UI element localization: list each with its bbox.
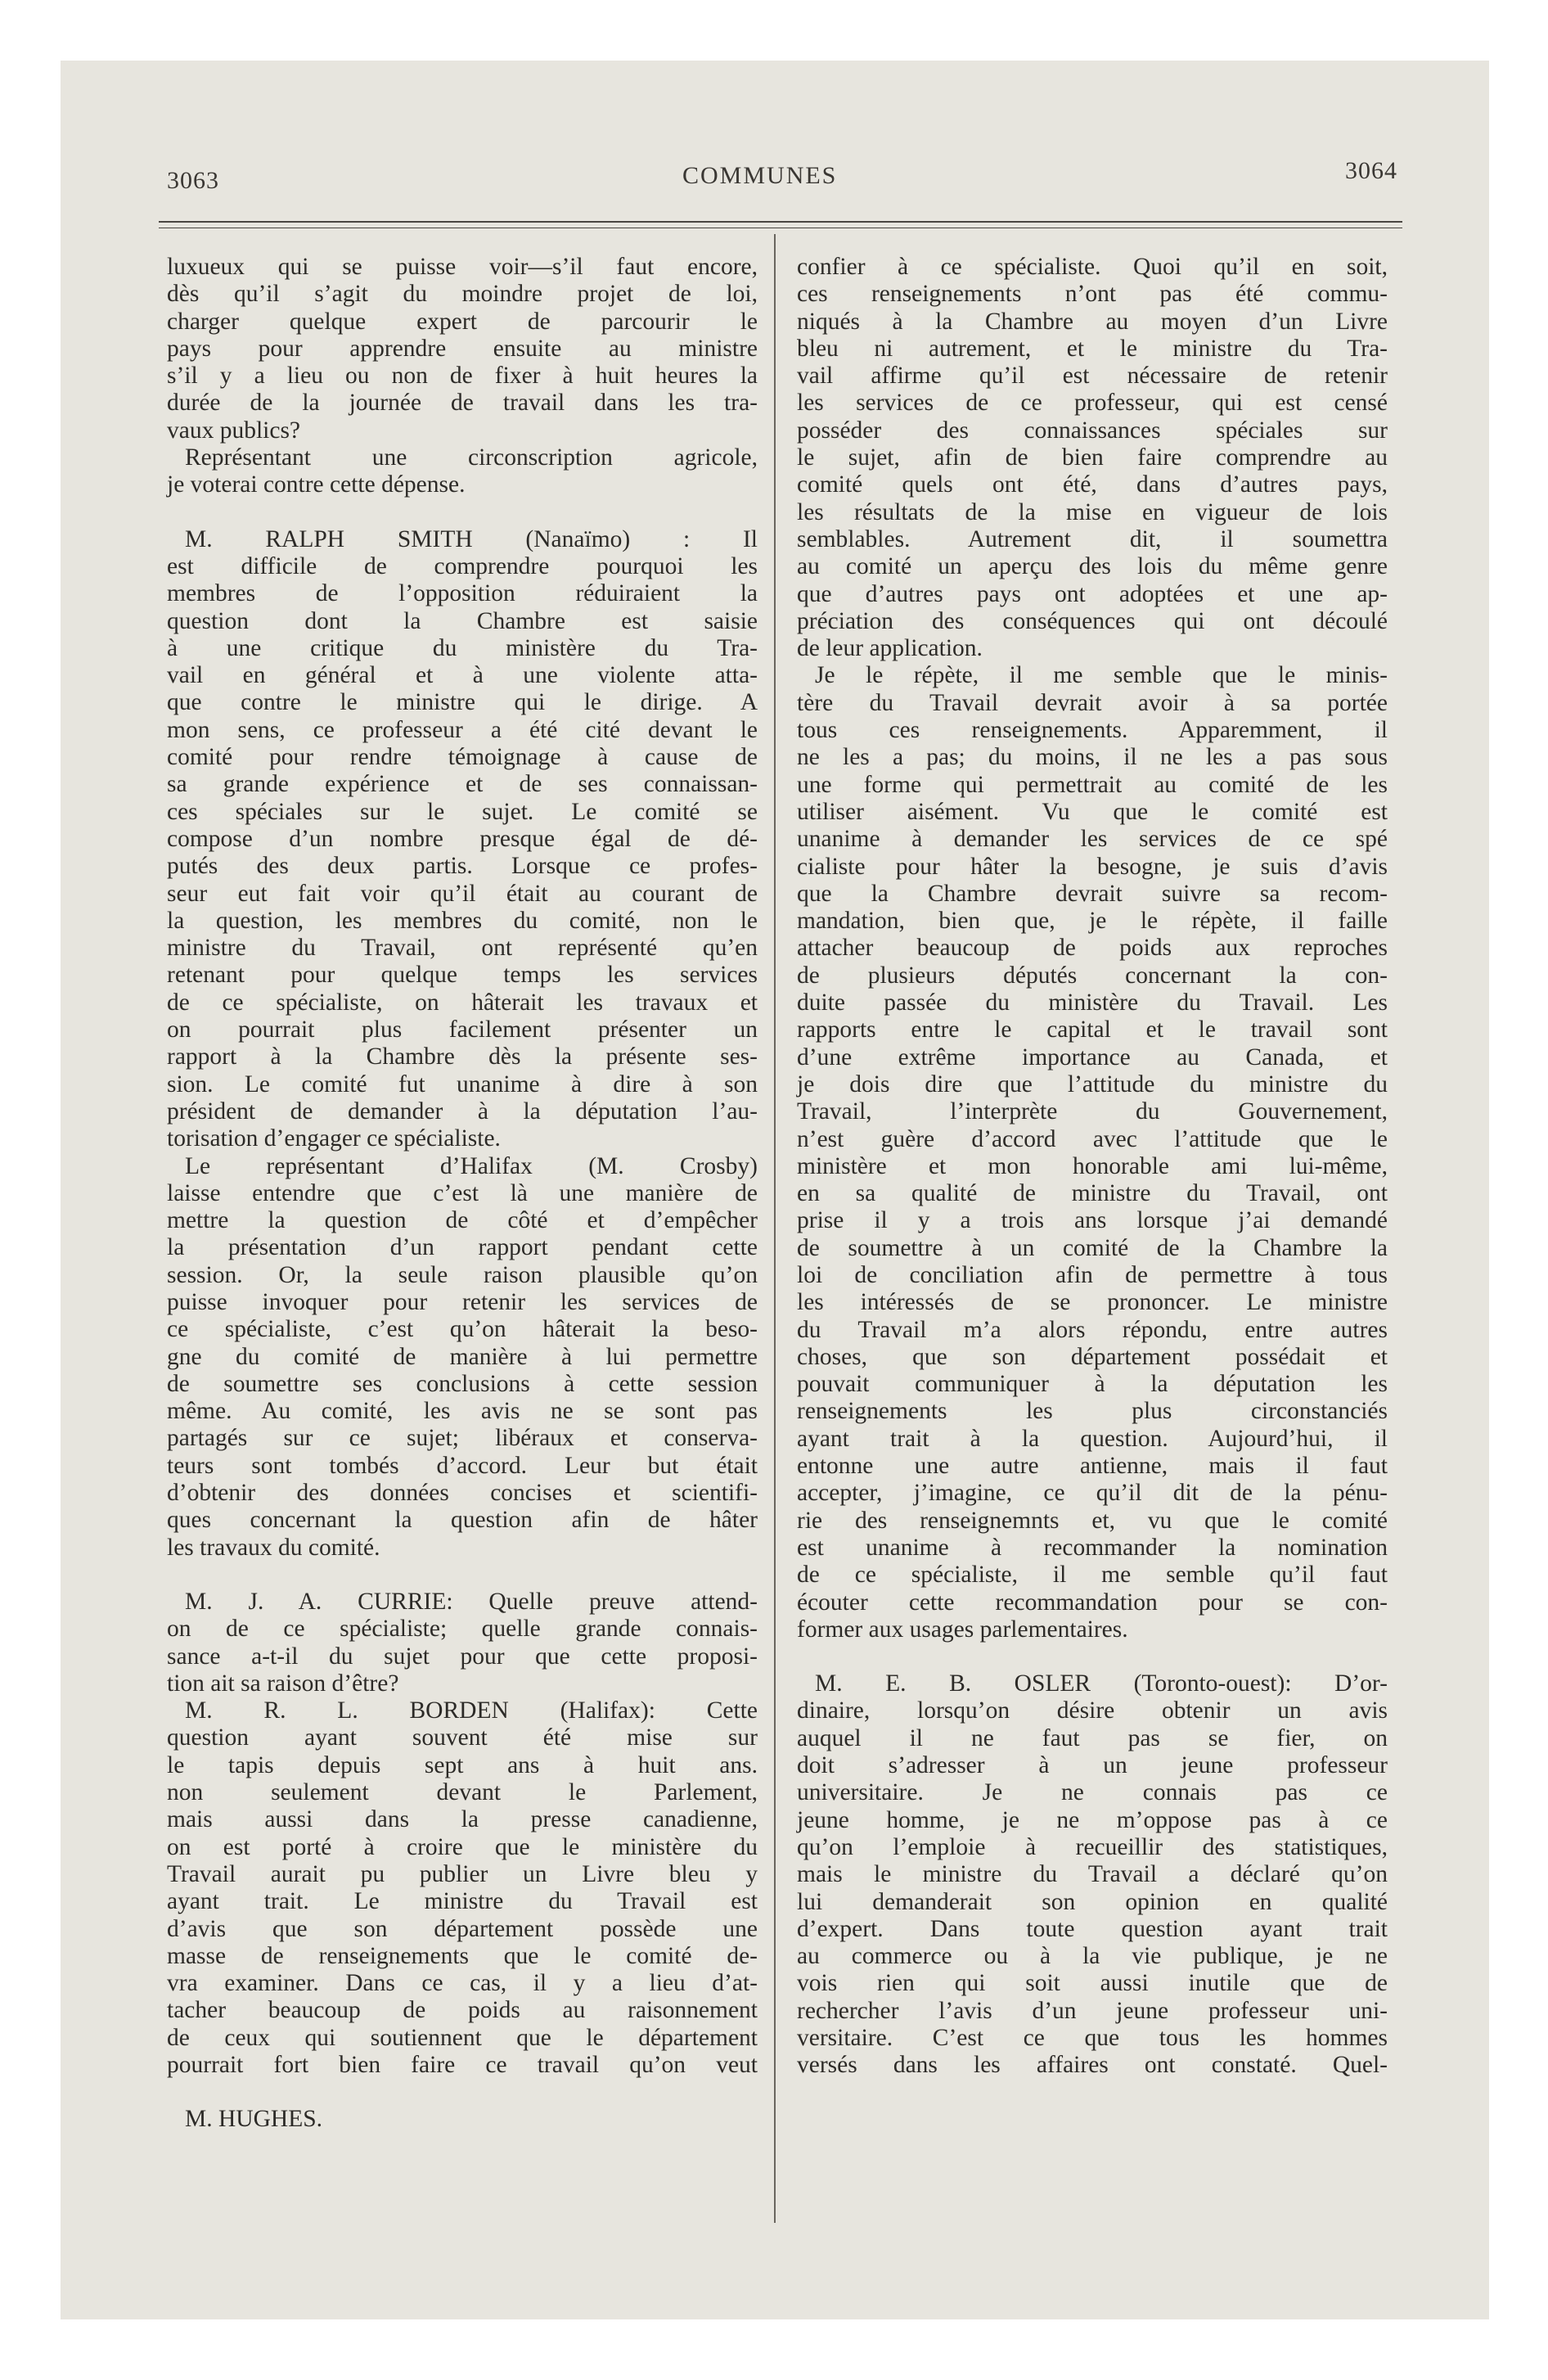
text-line: torisation d’engager ce spécialiste. <box>167 1125 501 1152</box>
text-line: vois rien qui soit aussi inutile que de <box>797 1970 1388 1997</box>
text-line: accepter, j’imagine, ce qu’il dit de la pénu- <box>797 1480 1388 1507</box>
header-rule <box>159 221 1402 223</box>
text-line: renseignements les plus circonstanciés <box>797 1398 1388 1425</box>
text-line: membres de l’opposition réduiraient la <box>167 580 758 607</box>
text-line: lui demanderait son opinion en qualité <box>797 1888 1388 1915</box>
text-line: tacher beaucoup de poids au raisonnement <box>167 1997 758 2024</box>
text-line: ministre du Travail, ont représenté qu’en <box>167 935 758 962</box>
text-line: auquel il ne faut pas se fier, on <box>797 1724 1388 1751</box>
text-line: à une critique du ministère du Tra- <box>167 634 758 661</box>
text-line: retenant pour quelque temps les services <box>167 962 758 989</box>
text-line: est difficile de comprendre pourquoi les <box>167 552 758 579</box>
text-line: compose d’un nombre presque égal de dé- <box>167 825 758 852</box>
text-line: les résultats de la mise en vigueur de lois <box>797 498 1388 525</box>
text-line: vaux publics? <box>167 417 301 444</box>
text-line: cialiste pour hâter la besogne, je suis d’avis <box>797 853 1388 880</box>
text-line: non seulement devant le Parlement, <box>167 1779 758 1806</box>
text-line: Représentant une circonscription agricole, <box>185 444 758 471</box>
text-line: duite passée du ministère du Travail. Les <box>797 989 1388 1016</box>
text-line: ayant trait à la question. Aujourd’hui, il <box>797 1425 1388 1452</box>
text-line: d’expert. Dans toute question ayant trait <box>797 1915 1388 1942</box>
text-line: sion. Le comité fut unanime à dire à son <box>167 1071 758 1098</box>
text-line: au comité un aperçu des lois du même genre <box>797 553 1388 580</box>
text-line: une forme qui permettrait au comité de les <box>797 771 1388 798</box>
text-line: rechercher l’avis d’un jeune professeur uni- <box>797 1997 1388 2024</box>
running-title: COMMUNES <box>682 162 838 189</box>
text-line: ces renseignements n’ont pas été commu- <box>797 281 1388 308</box>
text-line: putés des deux partis. Lorsque ce profes- <box>167 853 758 880</box>
text-line: sa grande expérience et de ses connaissan- <box>167 771 758 798</box>
text-line: le sujet, afin de bien faire comprendre au <box>797 444 1388 471</box>
text-line: question dont la Chambre est saisie <box>167 607 758 634</box>
text-line: doit s’adresser à un jeune professeur <box>797 1752 1388 1779</box>
text-line: le tapis depuis sept ans à huit ans. <box>167 1751 758 1778</box>
text-line: laisse entendre que c’est là une manière de <box>167 1179 758 1206</box>
text-line: de soumettre à un comité de la Chambre la <box>797 1234 1388 1261</box>
text-line: même. Au comité, les avis ne se sont pas <box>167 1398 758 1425</box>
text-line: au commerce ou à la vie publique, je ne <box>797 1943 1388 1970</box>
text-line: charger quelque expert de parcourir le <box>167 308 758 335</box>
text-line: M. HUGHES. <box>185 2106 322 2133</box>
text-line: M. RALPH SMITH (Nanaïmo) : Il <box>185 525 758 552</box>
text-line: d’avis que son département possède une <box>167 1915 758 1942</box>
text-line: d’obtenir des données concises et scientifi- <box>167 1480 758 1507</box>
page-number-right: 3064 <box>1345 157 1397 184</box>
text-line: mettre la question de côté et d’empêcher <box>167 1207 758 1234</box>
text-line: rapport à la Chambre dès la présente ses- <box>167 1044 758 1071</box>
text-line: d’une extrême importance au Canada, et <box>797 1044 1388 1071</box>
text-line: former aux usages parlementaires. <box>797 1616 1128 1643</box>
text-line: n’est guère d’accord avec l’attitude que le <box>797 1125 1388 1152</box>
text-line: loi de conciliation afin de permettre à tous <box>797 1261 1388 1288</box>
text-line: M. R. L. BORDEN (Halifax): Cette <box>185 1697 758 1724</box>
text-line: niqués à la Chambre au moyen d’un Livre <box>797 308 1388 335</box>
text-line: gne du comité de manière à lui permettre <box>167 1343 758 1370</box>
left-column <box>167 254 758 2134</box>
right-column <box>797 254 1388 2080</box>
text-line: tion ait sa raison d’être? <box>167 1670 399 1697</box>
text-line: session. Or, la seule raison plausible qu’on <box>167 1261 758 1288</box>
text-line: attacher beaucoup de poids aux reproches <box>797 935 1388 962</box>
text-line: Travail aurait pu publier un Livre bleu y <box>167 1860 758 1887</box>
text-line: jeune homme, je ne m’oppose pas à ce <box>797 1806 1388 1833</box>
text-line: tous ces renseignements. Apparemment, il <box>797 717 1388 744</box>
text-line: ce spécialiste, c’est qu’on hâterait la beso- <box>167 1316 758 1343</box>
text-line: entonne une autre antienne, mais il faut <box>797 1453 1388 1480</box>
text-line: posséder des connaissances spéciales sur <box>797 417 1388 444</box>
text-line: vra examiner. Dans ce cas, il y a lieu d’at- <box>167 1970 758 1997</box>
text-line: comité pour rendre témoignage à cause de <box>167 744 758 771</box>
text-line: vail en général et à une violente atta- <box>167 662 758 689</box>
text-line: dinaire, lorsqu’on désire obtenir un avis <box>797 1697 1388 1724</box>
text-line: pays pour apprendre ensuite au ministre <box>167 335 758 362</box>
text-line: écouter cette recommandation pour se con- <box>797 1589 1388 1616</box>
text-line: on pourrait plus facilement présenter un <box>167 1016 758 1044</box>
text-line: les travaux du comité. <box>167 1534 380 1561</box>
text-line: que d’autres pays ont adoptées et une ap- <box>797 580 1388 607</box>
text-line: M. E. B. OSLER (Toronto-ouest): D’or- <box>815 1670 1388 1697</box>
text-line: unanime à demander les services de ce spé <box>797 826 1388 853</box>
text-line: de ce spécialiste, il me semble qu’il faut <box>797 1562 1388 1589</box>
text-line: en sa qualité de ministre du Travail, ont <box>797 1180 1388 1207</box>
text-line: que contre le ministre qui le dirige. A <box>167 689 758 716</box>
text-line: la présentation d’un rapport pendant cette <box>167 1234 758 1261</box>
text-line: ministère et mon honorable ami lui-même, <box>797 1152 1388 1179</box>
text-line: luxueux qui se puisse voir—s’il faut encore, <box>167 254 758 280</box>
text-line: est unanime à recommander la nomination <box>797 1534 1388 1561</box>
text-line: partagés sur ce sujet; libéraux et conserva- <box>167 1425 758 1452</box>
text-line: les services de ce professeur, qui est censé <box>797 390 1388 417</box>
text-line: s’il y a lieu ou non de fixer à huit heures la <box>167 363 758 390</box>
text-line: ne les a pas; du moins, il ne les a pas sous <box>797 744 1388 771</box>
text-line: on de ce spécialiste; quelle grande connais- <box>167 1616 758 1643</box>
text-line: versitaire. C’est ce que tous les hommes <box>797 2025 1388 2051</box>
text-line: sance a-t-il du sujet pour que cette proposi- <box>167 1643 758 1670</box>
text-line: de ceux qui soutiennent que le département <box>167 2024 758 2051</box>
text-line: Le représentant d’Halifax (M. Crosby) <box>185 1152 758 1179</box>
text-line: président de demander à la députation l’au- <box>167 1098 758 1125</box>
text-line: du Travail m’a alors répondu, entre autres <box>797 1316 1388 1343</box>
text-line: bleu ni autrement, et le ministre du Tra- <box>797 335 1388 362</box>
text-line: universitaire. Je ne connais pas ce <box>797 1779 1388 1806</box>
text-line: prise il y a trois ans lorsque j’ai demandé <box>797 1207 1388 1234</box>
text-line: pourrait fort bien faire ce travail qu’on veut <box>167 2052 758 2078</box>
text-line: ques concernant la question afin de hâter <box>167 1507 758 1534</box>
text-line: ayant trait. Le ministre du Travail est <box>167 1888 758 1915</box>
text-line: confier à ce spécialiste. Quoi qu’il en soit, <box>797 254 1388 280</box>
text-line: teurs sont tombés d’accord. Leur but était <box>167 1452 758 1479</box>
text-line: je voterai contre cette dépense. <box>167 471 466 498</box>
text-line: puisse invoquer pour retenir les services de <box>167 1288 758 1315</box>
page-number-left: 3063 <box>167 167 219 194</box>
text-line: vail affirme qu’il est nécessaire de retenir <box>797 363 1388 390</box>
text-line: Je le répète, il me semble que le minis- <box>815 662 1388 689</box>
text-line: tère du Travail devrait avoir à sa portée <box>797 689 1388 716</box>
text-line: question ayant souvent été mise sur <box>167 1724 758 1751</box>
text-line: versés dans les affaires ont constaté. Quel- <box>797 2052 1388 2079</box>
text-line: mandation, bien que, je le répète, il faille <box>797 908 1388 935</box>
text-line: mais aussi dans la presse canadienne, <box>167 1806 758 1833</box>
text-line: de soumettre ses conclusions à cette session <box>167 1370 758 1397</box>
text-line: rapports entre le capital et le travail sont <box>797 1016 1388 1044</box>
text-line: seur eut fait voir qu’il était au courant de <box>167 880 758 907</box>
text-line: mon sens, ce professeur a été cité devant le <box>167 716 758 743</box>
text-line: masse de renseignements que le comité de- <box>167 1942 758 1969</box>
text-line: je dois dire que l’attitude du ministre du <box>797 1071 1388 1098</box>
text-line: semblables. Autrement dit, il soumettra <box>797 525 1388 552</box>
text-line: qu’on l’emploie à recueillir des statistiques, <box>797 1833 1388 1860</box>
text-line: choses, que son département possédait et <box>797 1343 1388 1370</box>
text-line: de leur application. <box>797 635 983 662</box>
text-line: durée de la journée de travail dans les tra- <box>167 390 758 417</box>
text-line: pouvait communiquer à la députation les <box>797 1371 1388 1398</box>
text-line: de plusieurs députés concernant la con- <box>797 962 1388 989</box>
text-line: mais le ministre du Travail a déclaré qu’on <box>797 1861 1388 1888</box>
text-line: de ce spécialiste, on hâterait les travaux et <box>167 989 758 1016</box>
column-divider <box>774 234 776 2223</box>
text-line: Travail, l’interprète du Gouvernement, <box>797 1098 1388 1125</box>
text-line: dès qu’il s’agit du moindre projet de loi, <box>167 281 758 308</box>
text-line: rie des renseignemnts et, vu que le comité <box>797 1507 1388 1534</box>
text-line: comité quels ont été, dans d’autres pays, <box>797 471 1388 498</box>
scanned-page <box>61 61 1489 2319</box>
text-line: ces spéciales sur le sujet. Le comité se <box>167 798 758 825</box>
text-line: que la Chambre devrait suivre sa recom- <box>797 880 1388 907</box>
text-line: M. J. A. CURRIE: Quelle preuve attend- <box>185 1588 758 1615</box>
text-line: utiliser aisément. Vu que le comité est <box>797 798 1388 825</box>
text-line: préciation des conséquences qui ont découlé <box>797 607 1388 634</box>
text-line: les intéressés de se prononcer. Le ministre <box>797 1289 1388 1316</box>
text-line: la question, les membres du comité, non le <box>167 907 758 934</box>
text-line: on est porté à croire que le ministère du <box>167 1833 758 1860</box>
